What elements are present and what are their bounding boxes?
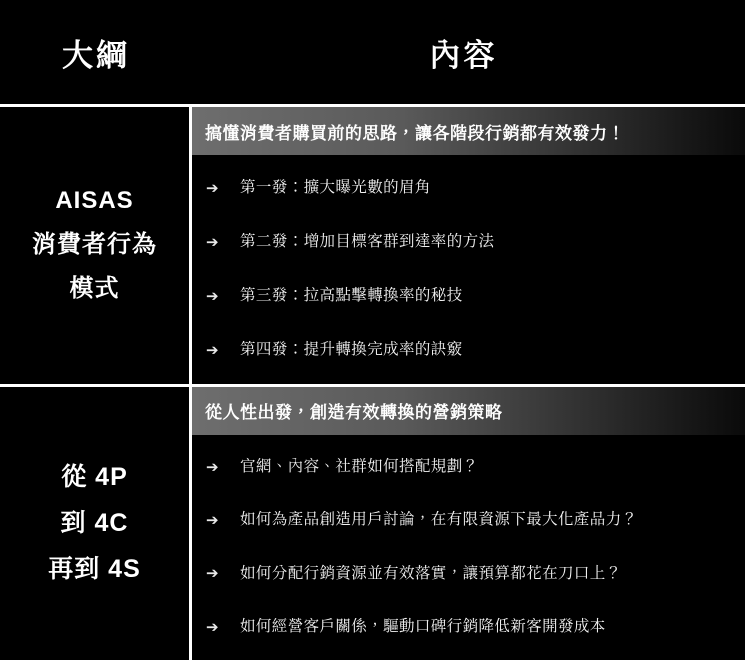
list-item — [192, 457, 745, 477]
list-item-label: 官網、內容、社群如何搭配規劃？ — [240, 458, 479, 476]
arrow-icon: ➔ — [206, 565, 219, 583]
section-4p4c4s-label-line-1: 從 4P — [61, 462, 128, 491]
header-outline-title: 大綱 — [62, 37, 130, 73]
list-item — [192, 340, 745, 360]
section-aisas-label-line-3: 模式 — [69, 275, 120, 303]
section-aisas-label — [0, 107, 192, 384]
arrow-icon: ➔ — [206, 179, 219, 197]
section-aisas-label-line-2: 消費者行為 — [32, 231, 157, 259]
section-4p4c4s-label — [0, 387, 192, 660]
list-item — [192, 564, 745, 584]
arrow-icon: ➔ — [206, 341, 219, 359]
arrow-icon: ➔ — [206, 458, 219, 476]
list-item — [192, 178, 745, 198]
arrow-icon: ➔ — [206, 287, 219, 305]
section-aisas-label-line-1: AISAS — [55, 186, 134, 214]
list-item-label: 如何經營客戶關係，驅動口碑行銷降低新客開發成本 — [240, 618, 606, 636]
arrow-icon: ➔ — [206, 233, 219, 251]
header-content-title: 內容 — [429, 37, 498, 73]
list-item — [192, 617, 745, 637]
list-item — [192, 232, 745, 252]
list-item — [192, 286, 745, 306]
section-4p4c4s-label-line-3: 再到 4S — [48, 555, 141, 584]
section-4p4c4s-banner: 從人性出發，創造有效轉換的營銷策略 — [192, 387, 745, 435]
list-item — [192, 510, 745, 530]
section-aisas-bullet-list — [192, 155, 745, 384]
list-item-label: 如何分配行銷資源並有效落實，讓預算都花在刀口上？ — [240, 564, 622, 582]
section-4p4c4s-label-line-2: 到 4C — [60, 509, 129, 538]
arrow-icon: ➔ — [206, 618, 219, 636]
section-aisas-banner: 搞懂消費者購買前的思路，讓各階段行銷都有效發力！ — [192, 107, 745, 155]
list-item-label: 第四發：提升轉換完成率的訣竅 — [240, 341, 463, 359]
section-4p4c4s-content — [192, 387, 745, 660]
section-4p4c4s-bullet-list — [192, 435, 745, 660]
list-item-label: 第三發：拉高點擊轉換率的秘技 — [240, 287, 463, 305]
section-4p4c4s — [0, 387, 745, 660]
list-item-label: 第二發：增加目標客群到達率的方法 — [240, 233, 495, 251]
section-aisas-content — [192, 107, 745, 384]
arrow-icon: ➔ — [206, 512, 219, 530]
section-aisas — [0, 107, 745, 384]
list-item-label: 第一發：擴大曝光數的眉角 — [240, 178, 431, 196]
table-header — [0, 0, 745, 104]
list-item-label: 如何為產品創造用戶討論，在有限資源下最大化產品力？ — [240, 511, 638, 529]
